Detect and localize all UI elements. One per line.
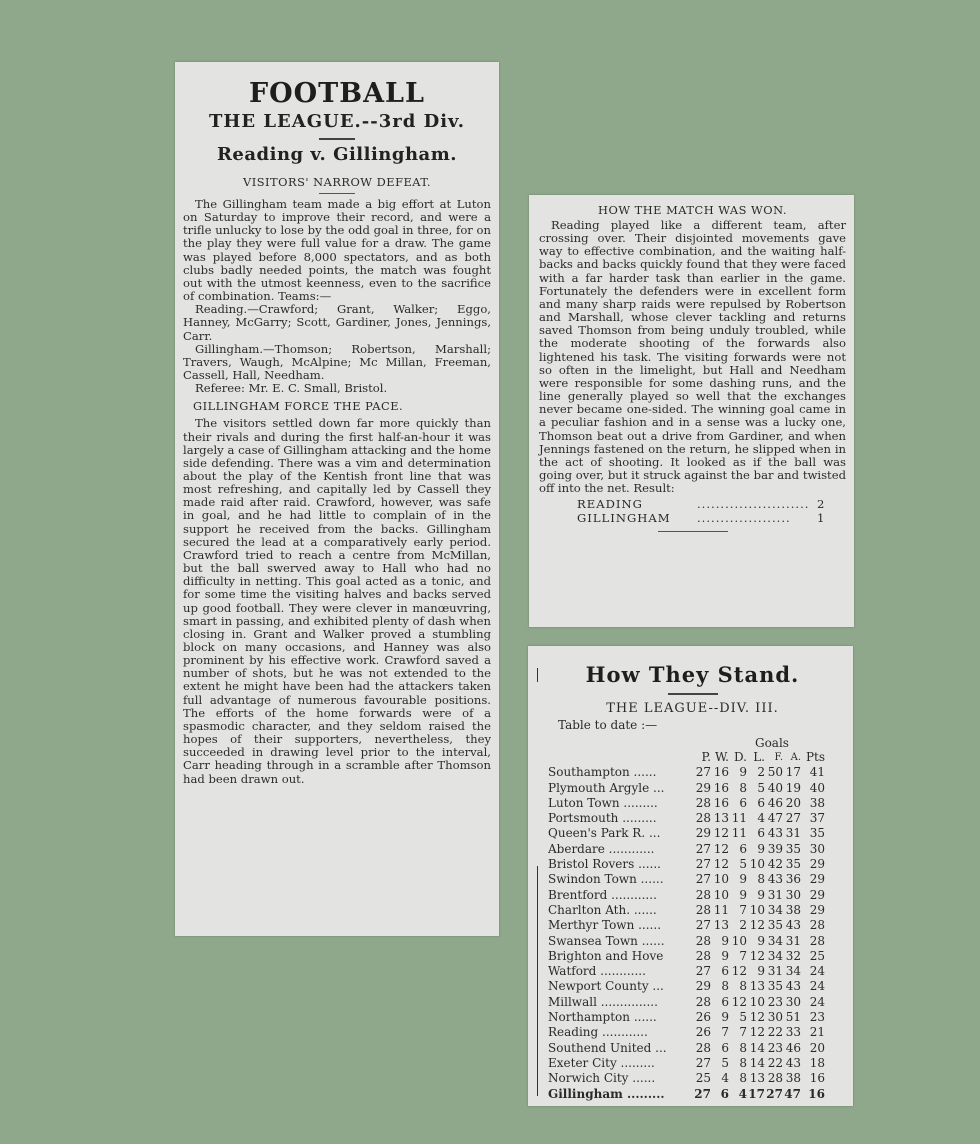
stat-l: 14 bbox=[749, 1055, 765, 1070]
stat-a: 38 bbox=[785, 902, 801, 917]
stat-pts: 28 bbox=[809, 933, 825, 948]
stat-l: 10 bbox=[749, 994, 765, 1009]
stat-a: 30 bbox=[785, 994, 801, 1009]
stat-w: 9 bbox=[721, 933, 729, 948]
team-name: Southend United ... bbox=[548, 1040, 667, 1055]
stat-d: 9 bbox=[739, 887, 747, 902]
stat-w: 12 bbox=[713, 826, 729, 841]
col-header: F. bbox=[774, 752, 783, 763]
table-row bbox=[548, 872, 847, 887]
result-leader-dots: ........................ bbox=[697, 497, 810, 512]
stat-p: 27 bbox=[695, 964, 711, 979]
stat-a: 35 bbox=[785, 841, 801, 856]
stat-f: 43 bbox=[767, 826, 783, 841]
article-paragraph-first-half: The visitors settled down far more quickly than their rivals and during the first half-an-hour it was largely a case of Gillingham attacking and the home side defending. There was a vim and determination about the play of the Kentish front line that was most refreshing, and capitally led by Cassell they made raid after raid. Crawford, however, was safe in goal, and he had little to complain of in the support he received from the backs. Gillingham secured the lead at a comparatively early period. Crawford tried to reach a centre from McMillan, but the ball swerved away to Hall who had no difficulty in netting. This goal acted as a tonic, and for some time the visiting halves and backs served up good football. They were clever in manœuvring, smart in passing, and exhibited plenty of dash when closing in. Grant and Walker proved a stumbling block on many occasions, and Hanney was also prominent by his effective work. Crawford saved a number of shots, but he was not extended to the extent he might have been had the attackers taken full advantage of numerous favourable positions. The efforts of the home forwards were of a spasmodic character, and they seldom raised the hopes of their supporters, nevertheless, they succeeded in drawing level prior to the interval, Carr heading through in a scramble after Thomson had been drawn out. bbox=[183, 416, 491, 786]
result-score: 1 bbox=[817, 511, 826, 526]
section-heading-visitors-narrow-defeat: VISITORS' NARROW DEFEAT. bbox=[243, 175, 431, 189]
stat-a: 17 bbox=[785, 765, 801, 780]
stat-f: 23 bbox=[767, 994, 783, 1009]
article-clipping-how-won bbox=[529, 195, 854, 627]
stat-pts: 24 bbox=[809, 964, 825, 979]
col-header: P. bbox=[701, 750, 711, 764]
stat-d: 4 bbox=[738, 1086, 747, 1101]
stat-a: 31 bbox=[785, 933, 801, 948]
table-row bbox=[548, 888, 847, 903]
stat-w: 9 bbox=[721, 948, 729, 963]
stat-l: 13 bbox=[749, 979, 765, 994]
stat-l: 10 bbox=[749, 857, 765, 872]
stat-a: 43 bbox=[785, 1055, 801, 1070]
stat-p: 28 bbox=[695, 994, 711, 1009]
result-score: 2 bbox=[817, 497, 826, 512]
match-result bbox=[577, 497, 846, 525]
stat-w: 16 bbox=[713, 765, 729, 780]
stat-pts: 24 bbox=[809, 994, 825, 1009]
col-header: Pts bbox=[805, 750, 825, 764]
stat-w: 10 bbox=[713, 887, 729, 902]
stat-w: 5 bbox=[721, 1055, 729, 1070]
team-name: Luton Town ......... bbox=[548, 795, 658, 810]
stat-f: 35 bbox=[767, 979, 783, 994]
article-paragraph-second-half: Reading played like a different team, after crossing over. Their disjointed movements gave way to effective combination, and the waiting half-backs and backs quickly found that they were faced with a far harder task than earlier in the game. Fortunately the defenders were in excellent form and many sharp raids were repulsed by Robertson and Marshall, whose clever tackling and returns saved Thomson from being unduly troubled, while the moderate shooting of the forwards also lightened his task. The visiting forwards were not so often in the limelight, but Hall and Needham were responsible for some dashing runs, and the line generally played so well that the exchanges never became one-sided. The winning goal came in a peculiar fashion and in a sense was a lucky one, Thomson beat out a drive from Gardiner, and when Jennings fastened on the return, he slipped when in the act of shooting. It looked as if the ball was going over, but it struck against the bar and twisted off into the net. Result: bbox=[539, 218, 846, 496]
stat-d: 7 bbox=[739, 1025, 747, 1040]
stat-p: 29 bbox=[695, 979, 711, 994]
team-name: Exeter City ......... bbox=[548, 1055, 655, 1070]
stat-w: 12 bbox=[713, 857, 729, 872]
stat-f: 50 bbox=[767, 765, 783, 780]
stat-w: 6 bbox=[721, 1040, 729, 1055]
divider bbox=[319, 193, 355, 194]
stat-pts: 21 bbox=[809, 1025, 825, 1040]
table-row bbox=[548, 918, 847, 933]
stat-a: 43 bbox=[785, 979, 801, 994]
stat-a: 46 bbox=[785, 1040, 801, 1055]
stat-f: 27 bbox=[766, 1086, 783, 1101]
stat-a: 47 bbox=[784, 1086, 801, 1101]
stat-f: 34 bbox=[767, 933, 783, 948]
stat-p: 28 bbox=[695, 948, 711, 963]
article-paragraph-intro: The Gillingham team made a big effort at Luton on Saturday to improve their record, and were a trifle unlucky to lose by the odd goal in three, for on the play they were full value for a draw. The game was played before 8,000 spectators, and as both clubs badly needed points, the match was fought out with the utmost keenness, even to the sacrifice of combination. Teams:— bbox=[183, 197, 491, 304]
stat-pts: 24 bbox=[809, 979, 825, 994]
stat-d: 8 bbox=[739, 1055, 747, 1070]
table-row bbox=[548, 1071, 847, 1086]
stat-w: 13 bbox=[713, 811, 729, 826]
table-row bbox=[548, 1087, 847, 1102]
stat-p: 28 bbox=[695, 811, 711, 826]
stat-p: 27 bbox=[695, 1055, 711, 1070]
stat-w: 8 bbox=[721, 979, 729, 994]
stat-d: 12 bbox=[731, 994, 747, 1009]
divider bbox=[668, 693, 718, 695]
stat-w: 6 bbox=[720, 1086, 729, 1101]
table-row bbox=[548, 903, 847, 918]
table-row bbox=[548, 1025, 847, 1040]
stat-pts: 16 bbox=[808, 1086, 825, 1101]
stat-p: 27 bbox=[695, 841, 711, 856]
stat-pts: 29 bbox=[809, 857, 825, 872]
team-name: Queen's Park R. ... bbox=[548, 826, 661, 841]
table-title: How They Stand. bbox=[585, 662, 800, 687]
reading-team-lineup: Reading.—Crawford; Grant, Walker; Eggo, Hanney, McGarry; Scott, Gardiner, Jones, Jennings, Carr. bbox=[183, 302, 491, 343]
col-header: D. bbox=[733, 750, 747, 764]
stat-d: 8 bbox=[739, 780, 747, 795]
stat-f: 22 bbox=[767, 1055, 783, 1070]
stat-w: 12 bbox=[713, 841, 729, 856]
stat-l: 12 bbox=[749, 1010, 765, 1025]
stat-a: 30 bbox=[785, 887, 801, 902]
gillingham-team-lineup: Gillingham.—Thomson; Robertson, Marshall; Travers, Waugh, McAlpine; Mc Millan, Freeman, Cassell, Hall, Needham. bbox=[183, 341, 491, 383]
result-leader-dots: .................... bbox=[697, 511, 791, 526]
stat-a: 34 bbox=[785, 964, 801, 979]
stat-p: 27 bbox=[695, 872, 711, 887]
stat-d: 9 bbox=[739, 765, 747, 780]
stat-p: 29 bbox=[695, 780, 711, 795]
stat-d: 11 bbox=[731, 826, 747, 841]
page-title: FOOTBALL bbox=[248, 78, 426, 109]
table-row bbox=[548, 1041, 847, 1056]
stat-l: 12 bbox=[749, 1025, 765, 1040]
team-name: Northampton ...... bbox=[548, 1010, 657, 1025]
stat-w: 16 bbox=[713, 795, 729, 810]
stat-w: 7 bbox=[721, 1025, 729, 1040]
stat-d: 8 bbox=[739, 1071, 747, 1086]
stat-d: 5 bbox=[739, 1010, 747, 1025]
goals-column-label: Goals bbox=[755, 736, 789, 750]
stat-f: 47 bbox=[767, 811, 783, 826]
stat-l: 9 bbox=[757, 933, 765, 948]
team-name: Merthyr Town ...... bbox=[548, 918, 662, 933]
stat-p: 27 bbox=[695, 765, 711, 780]
stat-f: 34 bbox=[767, 902, 783, 917]
stat-p: 27 bbox=[695, 918, 711, 933]
league-heading: THE LEAGUE.--3rd Div. bbox=[209, 111, 465, 132]
result-row bbox=[577, 511, 846, 525]
stat-f: 23 bbox=[767, 1040, 783, 1055]
stat-d: 7 bbox=[739, 902, 747, 917]
stat-a: 36 bbox=[785, 872, 801, 887]
stat-f: 42 bbox=[767, 857, 783, 872]
stat-d: 11 bbox=[731, 811, 747, 826]
team-name: Millwall ............... bbox=[548, 994, 658, 1009]
stat-p: 28 bbox=[695, 795, 711, 810]
league-table bbox=[548, 750, 847, 1102]
stat-w: 6 bbox=[721, 964, 729, 979]
section-heading-gillingham-force-pace: GILLINGHAM FORCE THE PACE. bbox=[193, 399, 404, 414]
stat-d: 8 bbox=[739, 979, 747, 994]
stat-p: 27 bbox=[694, 1086, 711, 1101]
stat-p: 29 bbox=[695, 826, 711, 841]
stat-a: 51 bbox=[785, 1010, 801, 1025]
stat-f: 31 bbox=[767, 964, 783, 979]
table-row bbox=[548, 979, 847, 994]
stat-l: 9 bbox=[757, 841, 765, 856]
stat-w: 4 bbox=[721, 1071, 729, 1086]
team-name: Plymouth Argyle ... bbox=[548, 780, 665, 795]
team-name: Southampton ...... bbox=[548, 765, 657, 780]
column-rule bbox=[537, 668, 538, 682]
team-name: Gillingham ......... bbox=[548, 1086, 665, 1101]
stat-a: 35 bbox=[785, 857, 801, 872]
stat-a: 43 bbox=[785, 918, 801, 933]
stat-d: 10 bbox=[731, 933, 747, 948]
stat-a: 19 bbox=[785, 780, 801, 795]
stat-a: 32 bbox=[785, 948, 801, 963]
stat-f: 40 bbox=[767, 780, 783, 795]
table-row bbox=[548, 796, 847, 811]
stat-pts: 18 bbox=[809, 1055, 825, 1070]
table-row bbox=[548, 781, 847, 796]
result-row bbox=[577, 497, 846, 511]
result-team: GILLINGHAM bbox=[577, 511, 671, 526]
stat-w: 9 bbox=[721, 1010, 729, 1025]
stat-l: 12 bbox=[749, 918, 765, 933]
stat-pts: 29 bbox=[809, 872, 825, 887]
stat-l: 8 bbox=[757, 872, 765, 887]
team-name: Watford ............ bbox=[548, 964, 646, 979]
table-body bbox=[548, 765, 847, 1102]
stat-w: 6 bbox=[721, 994, 729, 1009]
stat-f: 28 bbox=[767, 1071, 783, 1086]
team-name: Brighton and Hove bbox=[548, 948, 664, 963]
article-clipping-main bbox=[175, 62, 499, 936]
stat-w: 10 bbox=[713, 872, 729, 887]
stat-pts: 30 bbox=[809, 841, 825, 856]
table-row bbox=[548, 1010, 847, 1025]
team-name: Portsmouth ......... bbox=[548, 811, 657, 826]
table-row bbox=[548, 964, 847, 979]
team-name: Charlton Ath. ...... bbox=[548, 902, 657, 917]
stat-pts: 41 bbox=[809, 765, 825, 780]
table-row bbox=[548, 949, 847, 964]
stat-a: 31 bbox=[785, 826, 801, 841]
stat-l: 2 bbox=[757, 765, 765, 780]
stat-l: 13 bbox=[749, 1071, 765, 1086]
stat-pts: 40 bbox=[809, 780, 825, 795]
stat-pts: 38 bbox=[809, 795, 825, 810]
stat-f: 43 bbox=[767, 872, 783, 887]
stat-d: 6 bbox=[739, 841, 747, 856]
stat-f: 30 bbox=[767, 1010, 783, 1025]
stat-pts: 29 bbox=[809, 887, 825, 902]
table-subtitle: Table to date :— bbox=[558, 718, 658, 732]
team-name: Brentford ............ bbox=[548, 887, 657, 902]
stat-pts: 23 bbox=[809, 1010, 825, 1025]
league-table-clipping bbox=[528, 646, 853, 1106]
stat-p: 26 bbox=[695, 1025, 711, 1040]
stat-l: 6 bbox=[757, 795, 765, 810]
stat-p: 25 bbox=[695, 1071, 711, 1086]
stat-pts: 25 bbox=[809, 948, 825, 963]
section-heading-how-match-won: HOW THE MATCH WAS WON. bbox=[598, 203, 787, 217]
stat-d: 9 bbox=[739, 872, 747, 887]
stat-pts: 29 bbox=[809, 902, 825, 917]
match-heading: Reading v. Gillingham. bbox=[216, 144, 458, 165]
stat-w: 16 bbox=[713, 780, 729, 795]
stat-f: 34 bbox=[767, 948, 783, 963]
stat-l: 14 bbox=[749, 1040, 765, 1055]
stat-d: 5 bbox=[739, 857, 747, 872]
col-header: A. bbox=[790, 752, 801, 763]
stat-l: 9 bbox=[757, 964, 765, 979]
stat-l: 4 bbox=[757, 811, 765, 826]
team-name: Swindon Town ...... bbox=[548, 872, 664, 887]
stat-d: 7 bbox=[739, 948, 747, 963]
table-row bbox=[548, 934, 847, 949]
stat-p: 28 bbox=[695, 1040, 711, 1055]
stat-f: 35 bbox=[767, 918, 783, 933]
stat-d: 6 bbox=[739, 795, 747, 810]
stat-p: 27 bbox=[695, 857, 711, 872]
team-name: Bristol Rovers ...... bbox=[548, 857, 661, 872]
stat-pts: 20 bbox=[809, 1040, 825, 1055]
table-header-row bbox=[548, 750, 847, 765]
divider bbox=[658, 531, 728, 532]
table-league-heading: THE LEAGUE--DIV. III. bbox=[606, 701, 779, 716]
team-name: Norwich City ...... bbox=[548, 1071, 656, 1086]
stat-f: 22 bbox=[767, 1025, 783, 1040]
stat-f: 39 bbox=[767, 841, 783, 856]
stat-a: 20 bbox=[785, 795, 801, 810]
stat-pts: 37 bbox=[809, 811, 825, 826]
stat-pts: 35 bbox=[809, 826, 825, 841]
col-header: L. bbox=[753, 750, 765, 764]
stat-pts: 28 bbox=[809, 918, 825, 933]
stat-l: 12 bbox=[749, 948, 765, 963]
stat-a: 33 bbox=[785, 1025, 801, 1040]
stat-w: 13 bbox=[713, 918, 729, 933]
stat-l: 6 bbox=[757, 826, 765, 841]
team-name: Newport County ... bbox=[548, 979, 664, 994]
stat-f: 31 bbox=[767, 887, 783, 902]
table-row bbox=[548, 765, 847, 780]
table-row bbox=[548, 826, 847, 841]
table-row bbox=[548, 857, 847, 872]
table-row bbox=[548, 995, 847, 1010]
stat-l: 5 bbox=[757, 780, 765, 795]
stat-pts: 16 bbox=[809, 1071, 825, 1086]
stat-f: 46 bbox=[767, 795, 783, 810]
stat-w: 11 bbox=[713, 902, 729, 917]
divider bbox=[319, 138, 355, 140]
table-row bbox=[548, 842, 847, 857]
stat-l: 10 bbox=[749, 902, 765, 917]
table-row bbox=[548, 811, 847, 826]
stat-a: 27 bbox=[785, 811, 801, 826]
result-team: READING bbox=[577, 497, 643, 512]
team-name: Swansea Town ...... bbox=[548, 933, 665, 948]
stat-p: 28 bbox=[695, 887, 711, 902]
referee-line: Referee: Mr. E. C. Small, Bristol. bbox=[195, 381, 388, 396]
stat-l: 17 bbox=[748, 1086, 765, 1101]
table-row bbox=[548, 1056, 847, 1071]
stat-l: 9 bbox=[757, 887, 765, 902]
stat-p: 26 bbox=[695, 1010, 711, 1025]
stat-p: 28 bbox=[695, 902, 711, 917]
col-header: W. bbox=[714, 750, 729, 764]
team-name: Aberdare ............ bbox=[548, 841, 655, 856]
team-name: Reading ............ bbox=[548, 1025, 648, 1040]
stat-d: 12 bbox=[731, 964, 747, 979]
stat-p: 28 bbox=[695, 933, 711, 948]
column-rule bbox=[537, 866, 538, 1096]
stat-d: 8 bbox=[739, 1040, 747, 1055]
stat-d: 2 bbox=[739, 918, 747, 933]
stat-a: 38 bbox=[785, 1071, 801, 1086]
